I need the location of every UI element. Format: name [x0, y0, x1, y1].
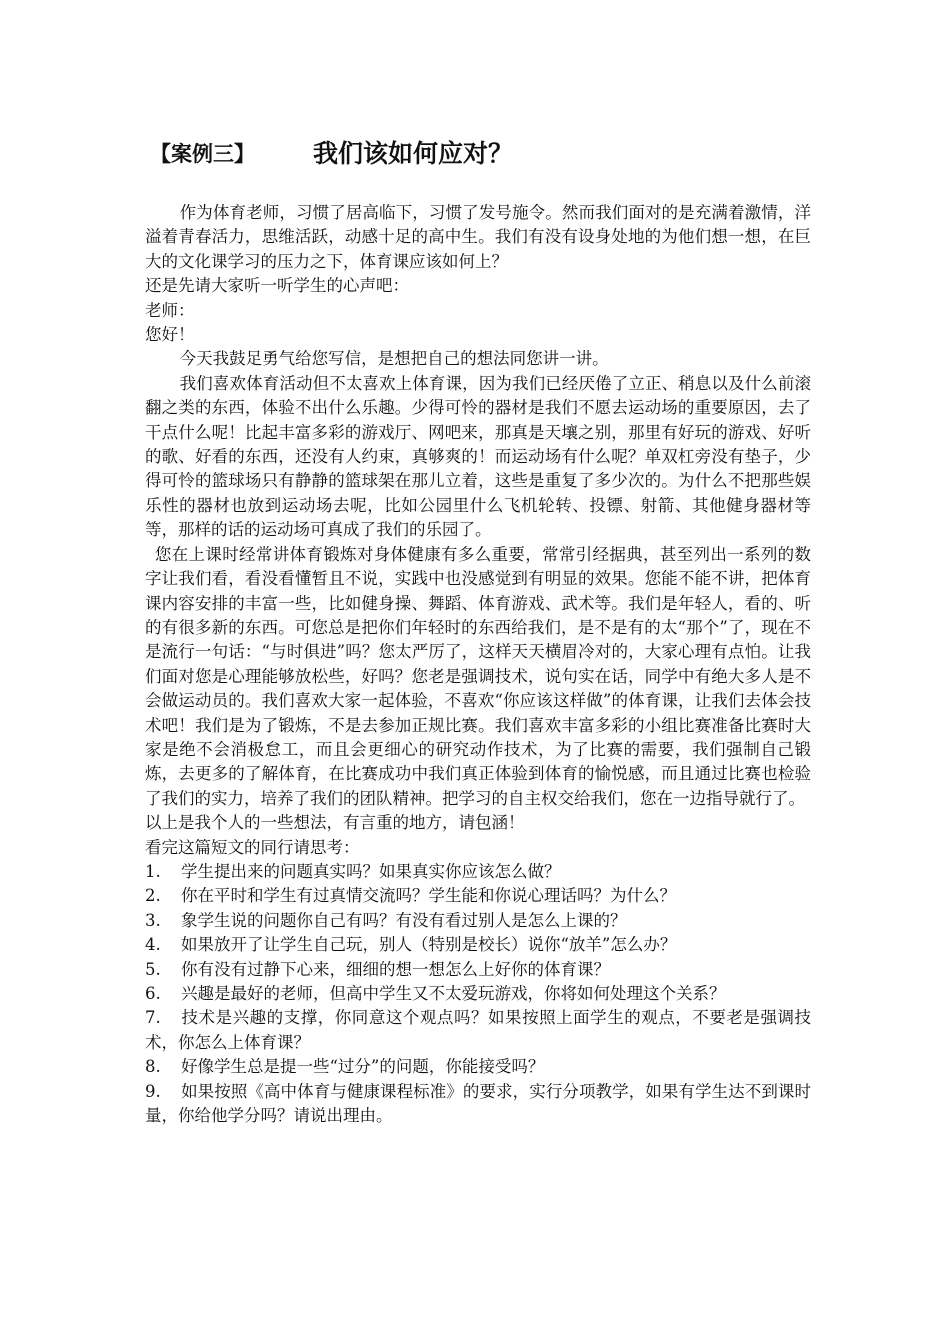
- question-number: 5.: [145, 959, 161, 979]
- intro-paragraph: 作为体育老师，习惯了居高临下，习惯了发号施令。然而我们面对的是充满着激情，洋溢着青春活力，思维活跃，动感十足的高中生。我们有没有设身处地的为他们想一想，在巨大的文化课学习的压力之下，体育课应该如何上？: [145, 203, 811, 271]
- question-text: 如果放开了让学生自己玩，别人（特别是校长）说你“放羊”怎么办？: [181, 935, 677, 955]
- question-text: 技术是兴趣的支撑，你同意这个观点吗？如果按照上面学生的观点，不要老是强调技术，你怎么上体育课？: [145, 1008, 811, 1052]
- lead-in-line: 还是先请大家听一听学生的心声吧：: [145, 276, 409, 296]
- question-number: 9.: [145, 1081, 161, 1101]
- question-number: 2.: [145, 886, 161, 906]
- question-number: 6.: [145, 984, 161, 1003]
- letter-paragraph-1: 今天我鼓足勇气给您写信，是想把自己的想法同您讲一讲。: [179, 349, 609, 369]
- question-item: [145, 884, 811, 908]
- question-item: [145, 933, 811, 957]
- letter-paragraph-2: 我们喜欢体育活动但不太喜欢上体育课，因为我们已经厌倦了立正、稍息以及什么前滚翻之类的东西，体验不出什么乐趣。少得可怜的器材是我们不愿去运动场的重要原因，去了干点什么呢！比起丰富多彩的游戏厅、网吧来，那真是天壤之别，那里有好玩的游戏、好听的歌、好看的东西，还没有人约束，真够爽的！而运动场有什么呢？单双杠旁没有垫子，少得可怜的篮球场只有静静的篮球架在那儿立着，这些是重复了多少次的。为什么不把那些娱乐性的器材也放到运动场去呢，比如公园里什么飞机轮转、投镖、射箭、其他健身器材等等，那样的话的运动场可真成了我们的乐园了。: [145, 373, 811, 540]
- question-item: [145, 1080, 811, 1129]
- question-text: 如果按照《高中体育与健康课程标准》的要求，实行分项教学，如果有学生达不到课时量，你给他学分吗？请说出理由。: [145, 1081, 811, 1126]
- letter-paragraph-3: 您在上课时经常讲体育锻炼对身体健康有多么重要，常常引经据典，甚至列出一系列的数字让我们看，看没看懂暂且不说，实践中也没感觉到有明显的效果。您能不能不讲，把体育课内容安排的丰富一些，比如健身操、舞蹈、体育游戏、武术等。我们是年轻人，看的、听的有很多新的东西。可您总是把你们年轻时的东西给我们，是不是有的太“那个”了，现在不是流行一句话：“与时俱进”吗？您太严厉了，这样天天横眉冷对的，大家心理有点怕。让我们面对您是心理能够放松些，好吗？您老是强调技术，说句实在话，同学中有绝大多人是不会做运动员的。我们喜欢大家一起体验，不喜欢“你应该这样做”的体育课，让我们去体会技术吧！我们是为了锻炼，不是去参加正规比赛。我们喜欢丰富多彩的小组比赛准备比赛时大家是绝不会消极怠工，而且会更细心的研究动作技术，为了比赛的需要，我们强制自己锻炼，去更多的了解体育，在比赛成功中我们真正体验到体育的愉悦感，而且通过比赛也检验了我们的实力，培养了我们的团队精神。把学习的自主权交给我们，您在一边指导就行了。: [145, 544, 811, 808]
- page-title: 我们该如何应对？: [313, 139, 514, 168]
- question-item: [145, 1006, 811, 1055]
- title-row: [150, 132, 810, 172]
- question-text: 好像学生总是提一些“过分”的问题，你能接受吗？: [181, 1057, 545, 1077]
- questions-intro: 看完这篇短文的同行请思考：: [145, 837, 360, 857]
- question-text: 兴趣是最好的老师，但高中学生又不太爱玩游戏，你将如何处理这个关系？: [181, 984, 726, 1003]
- question-item: [145, 1055, 811, 1079]
- question-number: 7.: [145, 1008, 161, 1028]
- question-number: 1.: [145, 861, 161, 881]
- question-number: 3.: [145, 910, 161, 930]
- question-text: 你在平时和学生有过真情交流吗？学生能和你说心理话吗？为什么？: [181, 886, 676, 906]
- question-item: [145, 982, 811, 1006]
- case-label: 【案例三】: [150, 142, 255, 166]
- letter-salutation: 老师：: [145, 300, 195, 320]
- question-item: [145, 909, 811, 933]
- question-item: [145, 958, 811, 982]
- question-item: [145, 860, 811, 884]
- question-number: 4.: [145, 935, 161, 955]
- letter-closing: 以上是我个人的一些想法，有言重的地方，请包涵！: [145, 813, 525, 833]
- letter-greeting: 您好！: [145, 325, 195, 345]
- question-text: 象学生说的问题你自己有吗？有没有看过别人是怎么上课的？: [181, 910, 627, 930]
- question-text: 学生提出来的问题真实吗？如果真实你应该怎么做？: [181, 861, 561, 881]
- document-body: [145, 201, 811, 1128]
- question-text: 你有没有过静下心来，细细的想一想怎么上好你的体育课？: [181, 959, 610, 979]
- question-number: 8.: [145, 1057, 161, 1077]
